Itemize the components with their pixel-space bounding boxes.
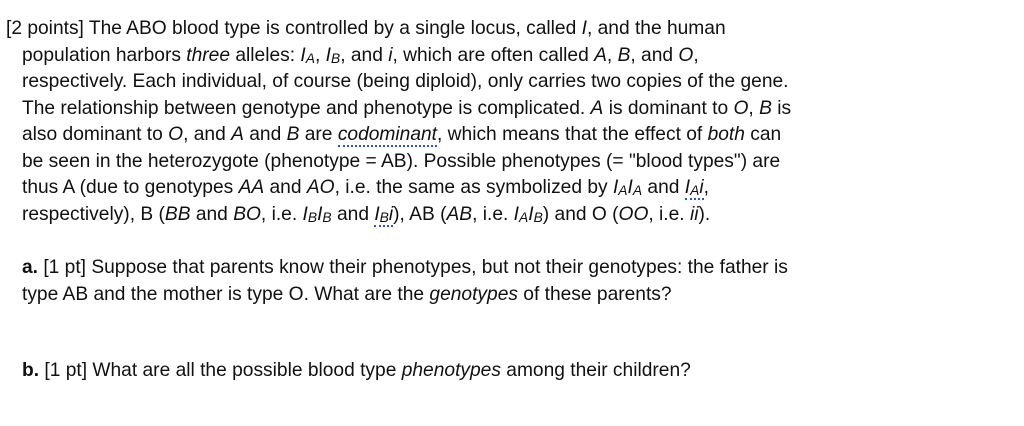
text: [2 points] The ABO blood type is controlled by a single locus, called <box>6 18 582 39</box>
question-a <box>22 255 1012 308</box>
allele-letter: I <box>528 203 534 225</box>
genotype-IAi <box>685 177 704 200</box>
text: respectively), B ( <box>22 203 165 225</box>
allele-subscript: B <box>379 208 389 225</box>
allele-IB <box>326 45 341 66</box>
text: , <box>606 44 618 66</box>
intro-line-1 <box>6 16 1018 43</box>
text: , <box>314 44 326 66</box>
text: , i.e. the same as symbolized by <box>334 177 613 198</box>
intro-line-7 <box>6 175 1018 202</box>
text: , and <box>340 44 389 66</box>
text: , and <box>630 44 679 66</box>
question-label: a. <box>22 257 39 278</box>
allele-letter: I <box>612 177 619 198</box>
genotype: BO <box>233 203 261 225</box>
allele-letter: I <box>684 177 691 198</box>
emphasis: genotypes <box>429 283 518 305</box>
genotype-IBi <box>374 204 393 227</box>
intro-line-8 <box>6 202 1018 229</box>
emphasis: phenotypes <box>401 360 501 381</box>
text: ) and O ( <box>542 203 619 225</box>
text: , and the human <box>586 18 726 39</box>
text: and <box>642 177 685 198</box>
text: [1 pt] Suppose that parents know their phenotypes, but not their genotypes: the father is <box>38 257 788 278</box>
intro-line-2 <box>6 43 1018 70</box>
question-b-line-1 <box>22 358 1012 385</box>
text: , i.e. <box>648 203 690 225</box>
genotype: ii <box>689 203 699 225</box>
emphasis: three <box>186 44 231 66</box>
text: population harbors <box>22 44 187 66</box>
allele-letter: i <box>388 203 394 225</box>
text: ). <box>698 203 711 225</box>
intro-line-6: be seen in the heterozygote (phenotype = AB). Possible phenotypes (= "blood types") are <box>22 150 781 172</box>
text: and <box>331 203 375 225</box>
text: , <box>693 44 699 66</box>
text: , <box>703 177 709 198</box>
allele-subscript: A <box>305 49 315 66</box>
text: , and <box>183 124 232 145</box>
text: , <box>748 97 760 119</box>
text: of these parents? <box>517 283 672 305</box>
text: ), AB ( <box>393 203 447 225</box>
allele-name: A <box>231 124 244 145</box>
allele-name: B <box>286 124 300 145</box>
allele-subscript: B <box>330 49 341 66</box>
text: The relationship between genotype and phenotype is complicated. <box>22 97 591 119</box>
question-b <box>22 358 1012 385</box>
question-label: b. <box>22 360 40 381</box>
genotype: AO <box>306 177 335 198</box>
text: , which are often called <box>392 44 595 66</box>
locus-symbol: I <box>581 18 587 39</box>
allele-letter: i <box>699 177 704 198</box>
allele-name: B <box>617 44 631 66</box>
allele-subscript: A <box>519 208 529 225</box>
text: , i.e. <box>260 203 303 225</box>
allele-name: O <box>678 44 694 66</box>
text: also dominant to <box>22 124 169 145</box>
genotype-IAIA <box>613 177 642 198</box>
allele-IA <box>300 45 315 66</box>
allele-subscript: B <box>533 208 543 225</box>
intro-line-4 <box>6 96 1018 123</box>
codominant-term: codominant <box>337 124 438 145</box>
allele-subscript: B <box>322 208 332 225</box>
allele-letter: I <box>627 177 633 198</box>
allele-letter: I <box>374 203 380 225</box>
genotype: BB <box>164 203 191 225</box>
allele-subscript: B <box>307 208 318 225</box>
text: is <box>771 97 792 119</box>
text: are <box>299 124 338 145</box>
intro-paragraph <box>6 16 1018 228</box>
allele-name: O <box>733 97 749 119</box>
genotype: AB <box>446 203 473 225</box>
genotype-IAIB <box>514 204 543 225</box>
allele-letter: I <box>513 203 520 225</box>
genotype-IBIB <box>303 204 332 225</box>
emphasis: both <box>707 124 745 145</box>
genotype: AA <box>238 177 265 198</box>
allele-name: O <box>168 124 184 145</box>
allele-subscript: A <box>618 182 628 199</box>
text: and <box>243 124 287 145</box>
allele-name: A <box>590 97 604 119</box>
question-a-line-1 <box>22 255 1012 282</box>
intro-line-5 <box>6 122 1018 149</box>
text: , i.e. <box>472 203 514 225</box>
text: [1 pt] What are all the possible blood type <box>39 360 402 381</box>
allele-letter: I <box>302 203 308 225</box>
question-a-line-2 <box>22 282 1012 309</box>
text: and <box>190 203 234 225</box>
allele-subscript: A <box>690 182 700 199</box>
text: is dominant to <box>603 97 734 119</box>
allele-subscript: A <box>632 182 643 199</box>
allele-letter: I <box>300 44 306 66</box>
text: type AB and the mother is type O. What are the <box>22 283 430 305</box>
allele-letter: I <box>325 44 331 66</box>
text: alleles: <box>230 44 301 66</box>
text: , which means that the effect of <box>437 124 708 145</box>
allele-name: B <box>759 97 772 119</box>
intro-line-3: respectively. Each individual, of course (being diploid), only carries two copies of the gene. <box>22 71 789 92</box>
allele-letter: I <box>317 203 323 225</box>
text: can <box>744 124 782 145</box>
allele-i: i <box>388 44 393 66</box>
genotype: OO <box>618 203 649 225</box>
allele-name: A <box>594 44 607 66</box>
text: and <box>264 177 307 198</box>
text: thus A (due to genotypes <box>22 177 239 198</box>
text: among their children? <box>500 360 691 381</box>
